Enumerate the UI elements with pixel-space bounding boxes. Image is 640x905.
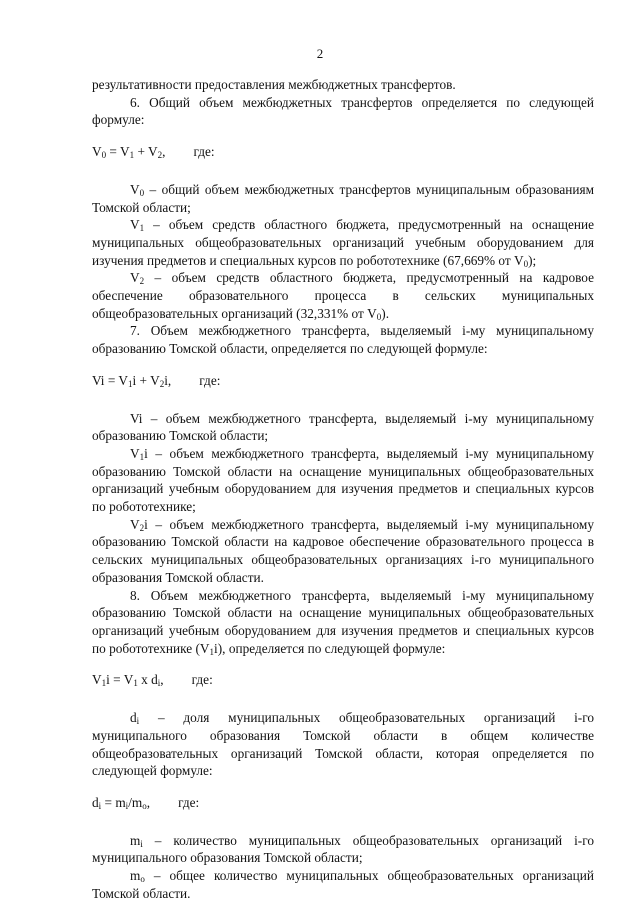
intro-line: результативности предоставления межбюджетных трансфертов. [92,77,456,92]
definition-vi: Vi – объем межбюджетного трансферта, выделяемый i-му муниципальному образованию Томской области; [92,410,594,444]
definition-mo: $m_o$ – общее количество муниципальных общеобразовательных организаций Томской области. [92,868,594,901]
definition-mi: $m_i$ – количество муниципальных общеобразовательных организаций i-го муниципального образования Томской области; [92,832,594,866]
paragraph-6: 6. Общий объем межбюджетных трансфертов определяется по следующей формуле: [92,94,594,128]
definition-v1: $V_1$ – объем средств областного бюджета, предусмотренный на оснащение муниципальных общеобразовательных организаций учебным оборудованием для изучения предметов и специальных курсов по робототехнике (67,669% от $V_0$); [92,217,594,269]
formula-v1i: $V_1i = V_1$ x $d_i$, где: [92,672,213,689]
definition-v1i: $V_1i$ – объем межбюджетного трансферта, выделяемый i-му муниципальному образованию Томской области на оснащение муниципальных общеобразовательных организаций учебным оборудованием для изучения предметов и специальных курсов по робототехнике; [92,445,594,515]
page-number: 2 [316,46,324,61]
definition-di: $d_i$ – доля муниципальных общеобразовательных организаций i-го муниципального образования Томской области в общем количестве общеобразовательных организаций Томской области, которая определяется по следующей формуле: [92,710,594,779]
definition-v2i: $V_2i$ – объем межбюджетного трансферта, выделяемый i-му муниципальному образованию Томской области на кадровое обеспечение образовательного процесса в сельских муниципальных общеобразовательных организациях i-го муниципального образования Томской области. [92,516,594,585]
document-body [92,76,594,902]
formula-v0: $V_0 = V_1 + V_2$, где: [92,144,215,161]
definition-v0: $V_0$ – общий объем межбюджетных трансфертов муниципальным образованиям Томской области; [92,181,594,215]
formula-vi: $Vi = V_1i + V_2i$, где: [92,372,221,389]
formula-di: $d_i = m_i/m_o$, где: [92,794,200,811]
paragraph-8: 8. Объем межбюджетного трансферта, выделяемый i-му муниципальному образованию Томской области на оснащение муниципальных общеобразовательных организаций учебным оборудованием для изучения предметов и специальных курсов по робототехнике $(V_1i)$, определяется по следующей формуле: [92,587,594,657]
paragraph-7: 7. Объем межбюджетного трансферта, выделяемый i-му муниципальному образованию Томской области, определяется по следующей формуле: [92,323,594,357]
definition-v2: $V_2$ – объем средств областного бюджета, предусмотренный на кадровое обеспечение образовательного процесса в сельских муниципальных общеобразовательных организаций (32,331% от $V_0$). [92,270,594,322]
